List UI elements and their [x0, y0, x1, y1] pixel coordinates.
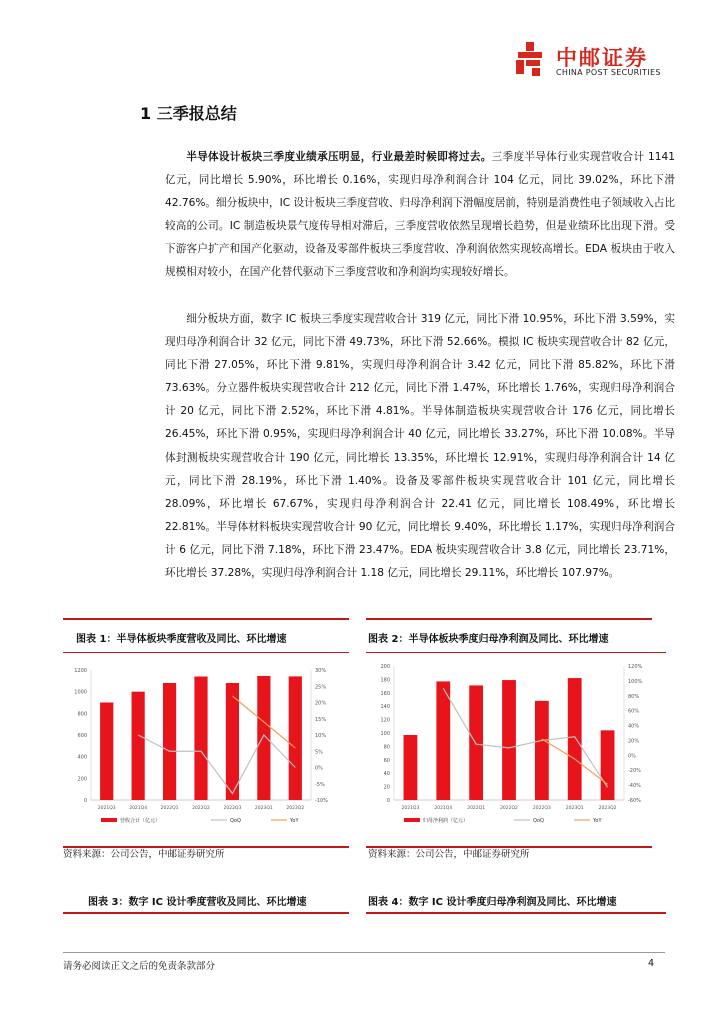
- y-right-tick-label: -20%: [628, 768, 641, 775]
- y-right-tick-label: 5%: [315, 749, 323, 756]
- y-left-tick-label: 400: [77, 754, 87, 761]
- bar: [404, 735, 418, 800]
- figure-1-title: 图表 1：半导体板块季度营收及同比、环比增速: [76, 634, 287, 645]
- y-left-tick-label: 40: [383, 771, 390, 778]
- y-left-tick-label: 100: [380, 731, 390, 737]
- y-left-tick-label: 600: [77, 733, 87, 739]
- y-right-tick-label: 120%: [628, 664, 643, 670]
- legend-swatch-bar: [404, 818, 420, 822]
- x-tick-label: 2021Q4: [129, 806, 148, 811]
- figure-2-source: 资料来源：公司公告，中邮证券研究所: [368, 849, 530, 860]
- y-right-tick-label: 25%: [315, 684, 327, 691]
- y-left-tick-label: 60: [383, 757, 390, 764]
- paragraph-body: 三季度半导体行业实现营收合计 1141 亿元，同比增长 5.90%，环比增长 0.16%，实现归母净利润合计 104 亿元，同比 39.02%，环比下滑 42.76%。细分板块中，IC 设计板块三季度营收、归母净利润下滑幅度居前，特别是消费性电子领域收入占比较高的公司。IC 制造板块景气度传导相对滞后，三季度营收依然呈现增长趋势，但是业绩环比出现下滑。受下游客户扩产和国产化驱动，设备及零部件板块三季度营收、净利润依然实现较高增长。EDA 板块由于收入规模相对较小，在国产化替代驱动下三季度营收和净利润均实现较好增长。: [165, 151, 676, 279]
- y-left-tick-label: 800: [77, 711, 87, 718]
- x-tick-label: 2023Q2: [286, 806, 305, 811]
- x-tick-label: 2022Q3: [532, 806, 551, 811]
- y-left-tick-label: 120: [380, 717, 390, 724]
- x-tick-label: 2021Q3: [401, 806, 420, 811]
- y-left-tick-label: 1200: [74, 668, 87, 674]
- y-left-tick-label: 0: [386, 798, 390, 804]
- legend-label: QoQ: [533, 818, 544, 824]
- series-line-qoq: [443, 688, 607, 787]
- figure-3-rule: [63, 912, 349, 914]
- section-title: 1 三季报总结: [140, 104, 237, 123]
- page-number: 4: [648, 958, 655, 969]
- figure-4-rule: [366, 912, 666, 914]
- legend-label: QoQ: [230, 818, 241, 824]
- bar: [502, 680, 516, 800]
- bar: [163, 683, 176, 800]
- figure-1-source: 资料来源：公司公告，中邮证券研究所: [63, 849, 225, 860]
- figure-3-title: 图表 3：数字 IC 设计季度营收及同比、环比增速: [88, 897, 307, 908]
- legend-label: 归母净利润（亿元）: [423, 818, 469, 824]
- x-tick-label: 2021Q4: [434, 806, 453, 811]
- figure-2-title: 图表 2：半导体板块季度归母净利润及同比、环比增速: [368, 634, 609, 645]
- bar: [257, 676, 270, 800]
- y-right-tick-label: 30%: [315, 668, 327, 674]
- legend-label: YoY: [593, 818, 602, 824]
- y-left-tick-label: 180: [380, 677, 390, 684]
- figure-2-separator: [366, 652, 666, 653]
- x-tick-label: 2022Q2: [500, 806, 518, 811]
- bar: [194, 677, 207, 801]
- paragraph-summary: [165, 146, 675, 285]
- x-tick-label: 2023Q1: [254, 806, 273, 811]
- x-tick-label: 2023Q2: [598, 806, 617, 811]
- bar: [436, 681, 450, 800]
- chart-2-net-profit: [366, 658, 666, 844]
- paragraph-segments: 细分板块方面，数字 IC 板块三季度实现营收合计 319 亿元，同比下滑 10.95%，环比下滑 3.59%，实现归母净利润合计 32 亿元，同比下滑 49.73%，环比下滑 52.66%。模拟 IC 板块实现营收合计 82 亿元，同比下滑 27.05%，环比下滑 9.81%，实现归母净利润合计 3.42 亿元，同比下滑 85.82%，环比下滑 73.63%。分立器件板块实现营收合计 212 亿元，同比下滑 1.47%，环比增长 1.76%，实现归母净利润合计 20 亿元，同比下滑 2.52%，环比下滑 4.81%。半导体制造板块实现营收合计 176 亿元，同比增长 26.45%，环比下滑 0.95%，实现归母净利润合计 40 亿元，同比增长 33.27%，环比下滑 10.08%。半导体封测板块实现营收合计 190 亿元，同比增长 13.35%，环比增长 12.91%，实现归母净利润合计 14 亿元，同比下滑 28.19%，环比下滑 1.40%。设备及零部件板块实现营收合计 101 亿元，同比增长 28.09%，环比增长 67.67%，实现归母净利润合计 22.41 亿元，同比增长 108.49%，环比增长 22.81%。半导体材料板块实现营收合计 90 亿元，同比增长 9.40%，环比增长 1.17%，实现归母净利润合计 6 亿元，同比下滑 7.18%，环比下滑 23.47%。EDA 板块实现营收合计 3.8 亿元，同比增长 23.71%，环比增长 37.28%，实现归母净利润合计 1.18 亿元，同比增长 29.11%，环比增长 107.97%。: [165, 313, 675, 580]
- y-right-tick-label: 15%: [315, 716, 327, 723]
- y-left-tick-label: 160: [380, 690, 390, 697]
- y-right-tick-label: 40%: [628, 723, 640, 730]
- y-left-tick-label: 80: [383, 744, 390, 751]
- y-left-tick-label: 0: [83, 798, 87, 804]
- y-left-tick-label: 200: [380, 664, 390, 670]
- y-right-tick-label: -10%: [315, 798, 328, 804]
- bar: [132, 692, 145, 800]
- series-line-qoq: [138, 735, 295, 794]
- y-right-tick-label: 20%: [315, 700, 327, 707]
- figure-4-title: 图表 4：数字 IC 设计季度归母净利润及同比、环比增速: [368, 897, 617, 908]
- legend-label: YoY: [290, 818, 299, 824]
- x-tick-label: 2022Q2: [192, 806, 210, 811]
- y-right-tick-label: 80%: [628, 693, 640, 700]
- x-tick-label: 2022Q1: [160, 806, 179, 811]
- logo-chinese-name: 中邮证券: [556, 46, 648, 70]
- bar: [100, 703, 113, 801]
- chart-1-revenue: [63, 658, 349, 844]
- y-right-tick-label: 10%: [315, 733, 327, 739]
- y-right-tick-label: -40%: [628, 783, 641, 790]
- legend-label: 营收合计（亿元）: [120, 818, 161, 824]
- y-right-tick-label: 0%: [315, 765, 323, 772]
- y-left-tick-label: 200: [77, 776, 87, 783]
- footer-rule: [63, 952, 665, 953]
- bar: [535, 701, 549, 800]
- x-tick-label: 2022Q3: [223, 806, 242, 811]
- x-tick-label: 2021Q3: [97, 806, 116, 811]
- y-right-tick-label: -60%: [628, 798, 641, 804]
- bar: [469, 685, 483, 800]
- y-right-tick-label: 0%: [628, 753, 636, 760]
- y-right-tick-label: 100%: [628, 678, 643, 685]
- y-left-tick-label: 1000: [74, 689, 87, 696]
- y-left-tick-label: 140: [380, 704, 390, 711]
- y-left-tick-label: 20: [383, 784, 390, 791]
- logo-mark-icon: [512, 40, 552, 80]
- bar: [568, 678, 582, 800]
- bar: [289, 676, 302, 800]
- y-right-tick-label: 20%: [628, 738, 640, 745]
- legend-swatch-bar: [101, 818, 117, 822]
- company-logo: [512, 40, 672, 80]
- x-tick-label: 2023Q1: [565, 806, 584, 811]
- y-right-tick-label: 60%: [628, 708, 640, 715]
- footer-disclaimer: 请务必阅读正文之后的免责条款部分: [63, 961, 216, 972]
- bar: [601, 730, 615, 800]
- logo-english-name: CHINA POST SECURITIES: [556, 68, 661, 77]
- y-right-tick-label: -5%: [315, 781, 325, 788]
- paragraph-lead: 半导体设计板块三季度业绩承压明显，行业最差时候即将过去。: [186, 151, 492, 163]
- x-tick-label: 2022Q1: [467, 806, 486, 811]
- figure-1-separator: [63, 652, 349, 653]
